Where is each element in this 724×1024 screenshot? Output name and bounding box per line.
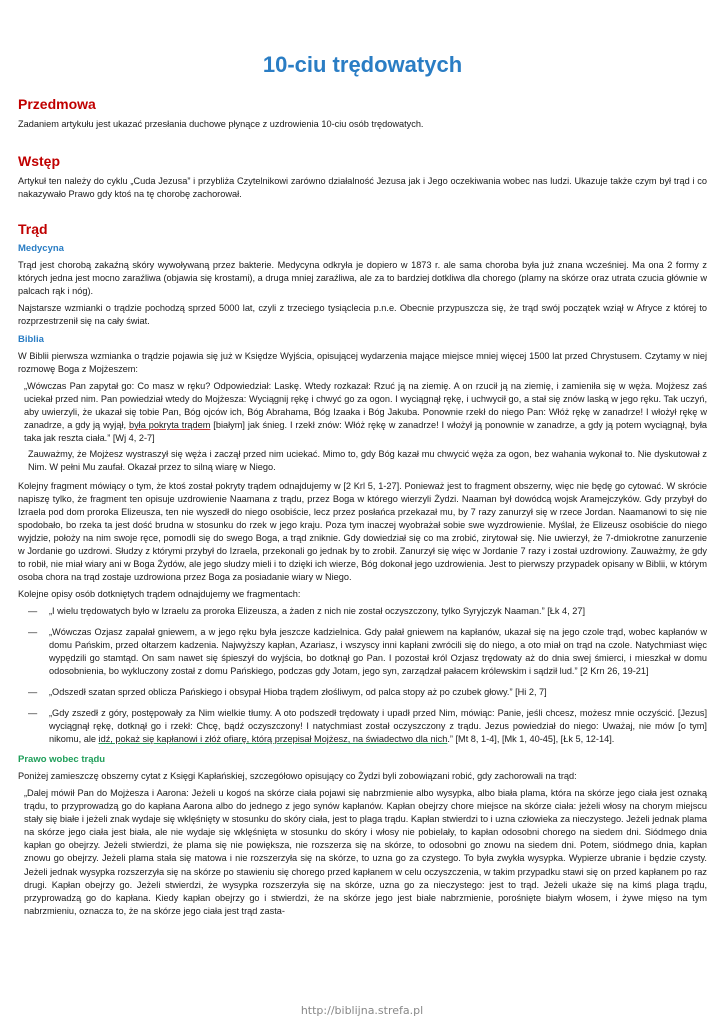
subheading-law: Prawo wobec trądu xyxy=(18,754,106,765)
dash-bullet: — xyxy=(28,606,38,616)
dash-bullet: — xyxy=(28,627,38,637)
list-item-text-start: „Gdy zszedł z góry, postępowały za Nim wielkie tłumy. A oto podszedł trędowaty i upadł przed Nim, mówiąc: Panie, jeśli chcesz, możesz mnie oczyścić. [Jezus] wyciągnął rękę, dotknął go i rzekł: Chcę, bądź oczyszczony! I natychmiast został oczyszczony z trądu. Jezus powiedział do niego: Uważaj, nie mów [o tym] nikomu, ale xyxy=(49,708,707,744)
list-item-text: „Wówczas Ozjasz zapałał gniewem, a w jego ręku była jeszcze kadzielnica. Gdy pałał gniewem na kapłanów, ukazał się na jego czole trąd, wobec kapłanów w domu Pańskim, przed ołtarzem kadzenia. Najwyższy kapłan, Azariasz, i wszyscy inni kapłani zwrócili się do niego, a oto miał on trąd na czole. Natychmiast więc wypędzili go stamtąd. On sam nawet się śpieszył do wyjścia, bo dotknął go Pan. I pozostał król Ozjasz trędowaty aż do dnia swej śmierci, i mieszkał w domu odosobnienia, bo wykluczony został z domu Pańskiego, podczas gdy Jotam, jego syn, zarządzał pałacem królewskim i sądził lud.” [2 Krn 26, 19-21] xyxy=(49,627,707,676)
subheading-medical: Medycyna xyxy=(18,243,64,254)
list-item-text-end: .” [Mt 8, 1-4], [Mk 1, 40-45], [Łk 5, 12-14]. xyxy=(447,734,615,744)
medical-paragraph-1: Trąd jest chorobą zakaźną skóry wywoływaną przez bakterie. Medycyna odkryła je dopiero w 1873 r. ale sama choroba była już znana wcześniej. Ma ona 2 formy z których jedna jest mocno zaraźliwa (objawia się krostami), a druga mniej zaraźliwa, ale za to bardziej dotkliwa dla chorego (plamy na skórze oraz utrata czucia głównie w palcach rąk i nóg). xyxy=(18,260,707,296)
moses-comment: Zauważmy, że Mojżesz wystraszył się węża i zaczął przed nim uciekać. Mimo to, gdy Bóg kazał mu chwycić węża za ogon, bez wahania wykonał to. Nie dyskutował z Nim. W pełni Mu zaufał. Okazał przez to silną wiarę w Niego. xyxy=(28,449,707,472)
dash-bullet: — xyxy=(28,687,38,697)
law-paragraph-1: Poniżej zamieszczę obszerny cytat z Księgi Kapłańskiej, szczegółowo opisujący co Żydzi byli zobowiązani robić, gdy zachorowali na trąd: xyxy=(18,771,577,781)
bible-paragraph-3: Kolejne opisy osób dotkniętych trądem odnajdujemy we fragmentach: xyxy=(18,589,301,599)
intro-text: Artykuł ten należy do cyklu „Cuda Jezusa” i przybliża Czytelnikowi zarówno działalność Jezusa jak i Jego oczekiwania wobec nas ludzi. Ukazuje także czym był trąd i co nakazywało Prawo gdy ktoś na tę chorobę zachorował. xyxy=(18,176,707,199)
medical-paragraph-2: Najstarsze wzmianki o trądzie pochodzą sprzed 5000 lat, czyli z trzeciego tysiąclecia p.n.e. Obecnie przypuszcza się, że trąd swój początek wziął w Afryce z której to rozprzestrzenił się na cały świat. xyxy=(18,303,707,326)
heading-preface: Przedmowa xyxy=(18,96,96,112)
bible-paragraph-2: Kolejny fragment mówiący o tym, że ktoś został pokryty trądem odnajdujemy w [2 Krl 5, 1-27]. Ponieważ jest to fragment obszerny, więc nie będę go cytować. W skrócie napiszę tylko, że fragment ten opisuje uzdrowienie Naamana z trądu, przez Boga w którego wierzyli Żydzi. Naaman był dowódcą wojsk Aramejczyków. Gdy przybył do Izraela pod dom proroka Elizeusza, ten nie wyszedł do niego osobiście, lecz przez posłańca przekazał mu, by 7 razy zanurzył się w rzece Jordan. Naamanowi to się nie spodobało, bo rzeka ta jest dość brudna w stosunku do rzek w jego kraju. Poza tym inaczej wyobrażał sobie swe wyzdrowienie. Myślał, że Elizeusz osobiście do niego wyjdzie, położy na nim swoje ręce, pomodli się do swego Boga, a trąd zniknie. Gdy dowiedział się co ma zrobić, zirytował się. Nie uwierzył, że 7-dmiokrotne zanurzenie w Jordanie go uzdrowi. Słudzy z którymi przybył do Izraela, przekonali go jednak by to zrobił. Zanurzył się więc w Jordanie 7 razy i został uzdrowiony. Zauważmy, że gdy to robił, nie miał wiary ani w Boga Żydów, ale jego słudzy mieli i to dzięki ich wierze, Bóg dokonał jego uzdrowienia. Jest to pierwszy przypadek opisany w Biblii, w którym osoba chora na trąd zostaje uzdrowiona przez Boga za posiadanie wiary w Niego. xyxy=(18,481,707,582)
dash-bullet: — xyxy=(28,708,38,718)
footer-url: http://biblijna.strefa.pl xyxy=(300,1004,424,1017)
document-page xyxy=(18,0,707,918)
bible-paragraph-1: W Biblii pierwsza wzmianka o trądzie pojawia się już w Księdze Wyjścia, opisującej wydarzenia mające miejsce mniej więcej 1500 lat przed Chrystusem. Czytamy w niej rozmowę Boga z Mojżeszem: xyxy=(18,351,707,374)
leviticus-quote: „Dalej mówił Pan do Mojżesza i Aarona: Jeżeli u kogoś na skórze ciała pojawi się nabrzmienie albo wysypka, albo biała plama, która na skórze jego ciała jest oznaką trądu, to przyprowadzą go do kapłana Aarona albo do jednego z jego synów kapłanów. Kapłan obejrzy chore miejsce na skórze ciała: jeżeli włosy na chorym miejscu stały się białe i jeżeli znak wydaje się wklęśnięty w stosunku do skóry ciała, jest to plaga trądu. Kapłan stwierdzi to i uzna człowieka za nieczystego. Jeżeli jednak plama na skórze jego ciała jest biała, ale nie wydaje się wklęśnięta w stosunku do skóry i włosy nie pobielały, to kapłan odosobni chorego na siedem dni. Siódmego dnia kapłan go obejrzy. Jeżeli stwierdzi, że plama się nie powiększa, nie rozszerza się na skórze, to odosobni go znowu na siedem dni. Potem, siódmego dnia, kapłan znowu go obejrzy. Jeżeli plama stała się matowa i nie rozszerzyła się na skórze, to uzna go za czystego. To była zwykła wysypka. Wypierze ubranie i będzie czysty. Jeżeli jednak wysypka rozszerzyła się na skórze po stawieniu się chorego przed kapłanem w celu oczyszczenia, w takim przypadku stawi się on przed kapłanem po raz drugi. Kapłan obejrzy go. Jeżeli stwierdzi, że wysypka rozszerzyła się na skórze, uzna go za nieczystego: jest to trąd. Jeżeli ukaże się na kimś plaga trądu, przyprowadzą go do kapłana. Kiedy kapłan obejrzy go i stwierdzi, że na skórze jego jest białe nabrzmienie, porośnięte białym włosem, i żywe mięso na tym nabrzmieniu, oznacza to, że na skórze jego ciała jest trąd zasta- xyxy=(24,788,707,916)
subheading-bible: Biblia xyxy=(18,334,44,345)
scripture-list xyxy=(18,605,707,746)
list-item xyxy=(18,626,707,678)
list-item xyxy=(18,605,707,618)
list-item xyxy=(18,686,707,699)
exodus-quote xyxy=(18,380,707,445)
heading-leprosy: Trąd xyxy=(18,221,48,237)
list-item xyxy=(18,707,707,746)
exodus-quote-end: [białym] jak śnieg. I rzekł znów: Włóż rękę w zanadrze! I włożył ją ponownie w zanadrze, a gdy ją potem wyciągnął, była taka jak reszta ciała.” [Wj 4, 2-7] xyxy=(24,420,707,443)
page-title: 10-ciu trędowatych xyxy=(262,52,463,77)
preface-text: Zadaniem artykułu jest ukazać przesłania duchowe płynące z uzdrowienia 10-ciu osób trędowatych. xyxy=(18,119,424,129)
exodus-quote-underlined: była pokryta trądem xyxy=(128,420,211,430)
list-item-text-underlined: idź, pokaż się kapłanowi i złóż ofiarę, którą przepisał Mojżesz, na świadectwo dla nich xyxy=(98,734,448,744)
list-item-text: „I wielu trędowatych było w Izraelu za proroka Elizeusza, a żaden z nich nie został oczyszczony, tylko Syryjczyk Naaman.” [Łk 4, 27] xyxy=(49,606,585,616)
list-item-text: „Odszedł szatan sprzed oblicza Pańskiego i obsypał Hioba trądem złośliwym, od palca stopy aż po czubek głowy.” [Hi 2, 7] xyxy=(49,687,547,697)
exodus-quote-start: „Wówczas Pan zapytał go: Co masz w ręku? Odpowiedział: Laskę. Wtedy rozkazał: Rzuć ją na ziemię. A on rzucił ją na ziemię, i zamieniła się w węża. Mojżesz zaś uciekał przed nim. Pan powiedział wtedy do Mojżesza: Wyciągnij rękę i chwyć go za ogon. I wyciągnął rękę, i uchwycił go, a stał się znów laską w jego ręku. Tak uczyń, aby uwierzyli, że ukazał się tobie Pan, Bóg ojców ich, Bóg Abrahama, Bóg Izaaka i Bóg Jakuba. Ponownie rzekł do niego Pan: Włóż rękę w zanadrze! I włożył rękę w zanadrze, a gdy ją wyjął, xyxy=(24,381,707,430)
heading-intro: Wstęp xyxy=(18,153,60,169)
